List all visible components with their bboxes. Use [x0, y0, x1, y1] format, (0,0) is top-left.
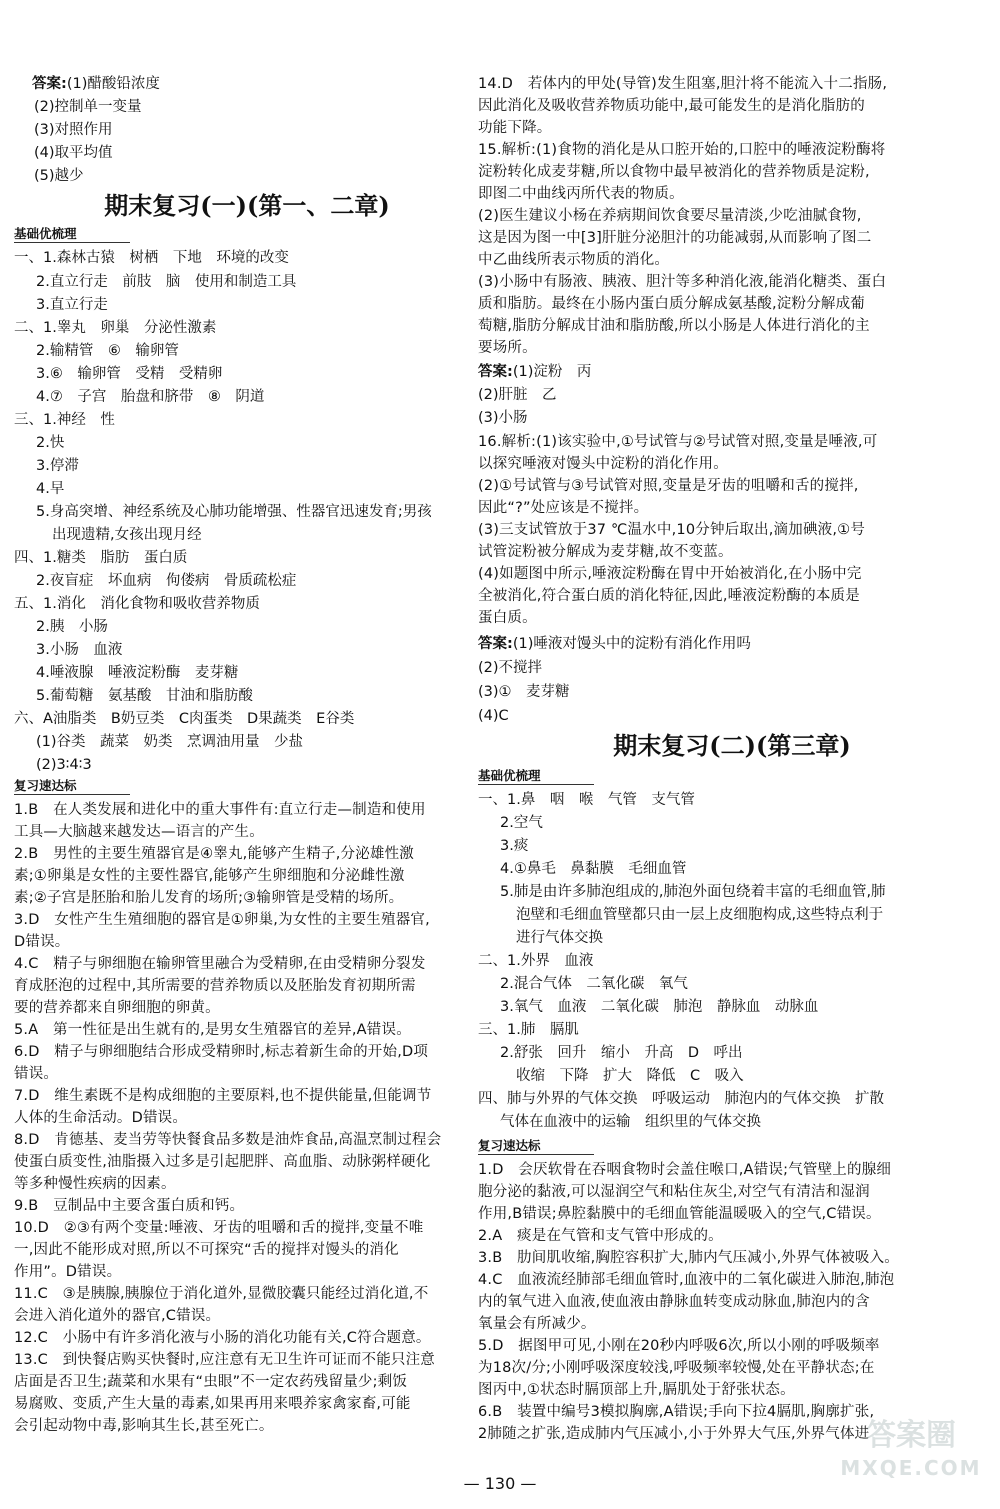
answer-item: 全被消化,符合蛋白质的消化特征,因此,唾液淀粉酶的本质是 [478, 588, 860, 604]
answer-item: 这是因为图一中[3]肝脏分泌胆汁的功能减弱,从而影响了图二 [478, 230, 872, 246]
text-line: 2.输精管 ⑥ 输卵管 [36, 343, 179, 359]
answer-line: (4)取平均值 [34, 145, 113, 161]
answer-item: 10.D ②③有两个变量:唾液、牙齿的咀嚼和舌的搅拌,变量不唯 [14, 1220, 424, 1236]
answer-line: (2)控制单一变量 [34, 99, 142, 115]
text-line: 2.舒张 回升 缩小 升高 D 呼出 [500, 1045, 743, 1061]
text-line: 3.痰 [500, 838, 529, 854]
answer-item: 1.B 在人类发展和进化中的重大事件有:直立行走—制造和使用 [14, 802, 426, 818]
answer-item: 氧量会有所减少。 [478, 1316, 596, 1332]
answer-item: 作用,B错误;鼻腔黏膜中的毛细血管能温暖吸入的空气,C错误。 [478, 1206, 881, 1222]
answer-item: 因此“?”处应该是不搅拌。 [478, 500, 649, 516]
text-line: (2)3∶4∶3 [36, 757, 92, 773]
watermark-logo [836, 1416, 986, 1502]
answer-line: (3)小肠 [478, 410, 528, 426]
answer-item: 一,因此不能形成对照,所以不可探究“舌的搅拌对馒头的消化 [14, 1242, 399, 1258]
text-line: 四、肺与外界的气体交换 呼吸运动 肺泡内的气体交换 扩散 [478, 1091, 884, 1107]
answer-label: 答案: [32, 76, 67, 92]
answer-item: 易腐败、变质,产生大量的毒素,如果再用来喂养家禽家畜,可能 [14, 1396, 411, 1412]
answer-text: (1)唾液对馒头中的淀粉有消化作用吗 [512, 636, 751, 652]
text-line: 3.直立行走 [36, 297, 108, 313]
answer-item: 5.A 第一性征是出生就有的,是男女生殖器官的差异,A错误。 [14, 1022, 411, 1038]
text-line: 三、1.肺 膈肌 [478, 1022, 579, 1038]
answer-item: 内的氧气进入血液,使血液由静脉血转变成动脉血,肺泡内的含 [478, 1294, 870, 1310]
answer-item: 因此消化及吸收营养物质功能中,最可能发生的是消化脂肪的 [478, 98, 866, 114]
answer-item: 12.C 小肠中有许多消化液与小肠的消化功能有关,C符合题意。 [14, 1330, 431, 1346]
answer-item: 3.D 女性产生生殖细胞的器官是①卵巢,为女性的主要生殖器官, [14, 912, 430, 928]
answer-item: 会引起动物中毒,影响其生长,甚至死亡。 [14, 1418, 274, 1434]
answer-line [478, 362, 986, 382]
answer-item: 1.D 会厌软骨在吞咽食物时会盖住喉口,A错误;气管壁上的腺细 [478, 1162, 892, 1178]
answer-item: 为18次/分;小刚呼吸深度较浅,呼吸频率较慢,处在平静状态;在 [478, 1360, 875, 1376]
answer-item: 图丙中,①状态时膈顶部上升,膈肌处于舒张状态。 [478, 1382, 795, 1398]
text-line: 五、1.消化 消化食物和吸收营养物质 [14, 596, 260, 612]
answer-item: 5.D 据图甲可见,小刚在20秒内呼吸6次,所以小刚的呼吸频率 [478, 1338, 880, 1354]
answer-item: 等多种慢性疾病的因素。 [14, 1176, 176, 1192]
section-title: 期末复习(二)(第三章) [613, 731, 851, 760]
text-line: 4.唾液腺 唾液淀粉酶 麦芽糖 [36, 665, 239, 681]
answer-item: 6.B 装置中编号3模拟胸廓,A错误;手向下拉4膈肌,胸廓扩张, [478, 1404, 875, 1420]
answer-item: 8.D 肯德基、麦当劳等快餐食品多数是油炸食品,高温烹制过程会 [14, 1132, 442, 1148]
subsection-heading: 基础优梳理 [14, 226, 130, 243]
subsection-heading: 复习速达标 [478, 1138, 594, 1155]
answer-item: 4.C 精子与卵细胞在输卵管里融合为受精卵,在由受精卵分裂发 [14, 956, 426, 972]
answer-item: 作用”。D错误。 [14, 1264, 122, 1280]
answer-item: D错误。 [14, 934, 70, 950]
text-line: 气体在血液中的运输 组织里的气体交换 [500, 1114, 761, 1130]
text-line: 3.氧气 血液 二氧化碳 肺泡 静脉血 动脉血 [500, 999, 819, 1015]
answer-item: 素;②子宫是胚胎和胎儿发育的场所;③输卵管是受精的场所。 [14, 890, 404, 906]
answer-item: 4.C 血液流经肺部毛细血管时,血液中的二氧化碳进入肺泡,肺泡 [478, 1272, 895, 1288]
subsection-heading: 复习速达标 [14, 778, 130, 795]
text-line: 二、1.睾丸 卵巢 分泌性激素 [14, 320, 217, 336]
answer-item: 会进入消化道外的器官,C错误。 [14, 1308, 221, 1324]
answer-text: (1)淀粉 丙 [512, 364, 592, 380]
answer-item: 质和脂肪。最终在小肠内蛋白质分解成氨基酸,淀粉分解成葡 [478, 296, 866, 312]
text-line: 2.空气 [500, 815, 543, 831]
answer-item: 素;①卵巢是女性的主要性器官,能够产生卵细胞和分泌雌性激 [14, 868, 405, 884]
text-line: 3.⑥ 输卵管 受精 受精卵 [36, 366, 223, 382]
answer-item: 9.B 豆制品中主要含蛋白质和钙。 [14, 1198, 245, 1214]
answer-label: 答案: [478, 636, 513, 652]
answer-line: (2)肝脏 乙 [478, 387, 557, 403]
answer-line: (4)C [478, 708, 509, 724]
answer-item: 错误。 [14, 1066, 59, 1082]
answer-item: 14.D 若体内的甲处(导管)发生阻塞,胆汁将不能流入十二指肠, [478, 76, 888, 92]
section-title: 期末复习(一)(第一、二章) [104, 191, 390, 220]
answer-line [478, 634, 986, 654]
answer-line [32, 74, 480, 94]
text-line: 2.夜盲症 坏血病 佝偻病 骨质疏松症 [36, 573, 297, 589]
text-line: 二、1.外界 血液 [478, 953, 594, 969]
text-line: 2.快 [36, 435, 65, 451]
text-line: 收缩 下降 扩大 降低 C 吸入 [516, 1068, 744, 1084]
answer-line: (5)越少 [34, 168, 84, 184]
answer-label: 答案: [478, 364, 513, 380]
answer-line: (2)不搅拌 [478, 660, 543, 676]
text-line: 泡壁和毛细血管壁都只由一层上皮细胞构成,这些特点利于 [516, 907, 884, 923]
answer-item: 蛋白质。 [478, 610, 537, 626]
answer-item: 店面是否卫生;蔬菜和水果有“虫眼”不一定农药残留量少;剩饭 [14, 1374, 408, 1390]
text-line: 出现遗精,女孩出现月经 [52, 527, 202, 543]
answer-item: 2.A 痰是在气管和支气管中形成的。 [478, 1228, 723, 1244]
answer-item: 使蛋白质变性,油脂摄入过多是引起肥胖、高血脂、动脉粥样硬化 [14, 1154, 431, 1170]
text-line: 2.直立行走 前肢 脑 使用和制造工具 [36, 274, 297, 290]
answer-item: (3)小肠中有肠液、胰液、胆汁等多种消化液,能消化糖类、蛋白 [478, 274, 887, 290]
answer-item: 育成胚泡的过程中,其所需要的营养物质以及胚胎发育初期所需 [14, 978, 416, 994]
answer-item: 3.B 肋间肌收缩,胸腔容积扩大,肺内气压减小,外界气体被吸入。 [478, 1250, 900, 1266]
answer-item: 中乙曲线所表示物质的消化。 [478, 252, 670, 268]
answer-item: 功能下降。 [478, 120, 552, 136]
answer-item: 要场所。 [478, 340, 537, 356]
answer-item: 6.D 精子与卵细胞结合形成受精卵时,标志着新生命的开始,D项 [14, 1044, 429, 1060]
text-line: 3.小肠 血液 [36, 642, 123, 658]
answer-item: 13.C 到快餐店购买快餐时,应注意有无卫生许可证而不能只注意 [14, 1352, 435, 1368]
answer-text: (1)醋酸铅浓度 [66, 76, 160, 92]
text-line: 4.⑦ 子宫 胎盘和脐带 ⑧ 阴道 [36, 389, 265, 405]
text-line: 四、1.糖类 脂肪 蛋白质 [14, 550, 188, 566]
answer-item: 以探究唾液对馒头中淀粉的消化作用。 [478, 456, 728, 472]
answer-item: 淀粉转化成麦芽糖,所以食物中最早被消化的营养物质是淀粉, [478, 164, 870, 180]
answer-item: 即图二中曲线丙所代表的物质。 [478, 186, 684, 202]
text-line: 一、1.森林古猿 树栖 下地 环境的改变 [14, 250, 289, 266]
text-line: 2.混合气体 二氧化碳 氧气 [500, 976, 688, 992]
answer-item: 要的营养都来自卵细胞的卵黄。 [14, 1000, 220, 1016]
answer-item: 15.解析:(1)食物的消化是从口腔开始的,口腔中的唾液淀粉酶将 [478, 142, 886, 158]
answer-item: 工具—大脑越来越发达—语言的产生。 [14, 824, 264, 840]
answer-item: 试管淀粉被分解成为麦芽糖,故不变蓝。 [478, 544, 733, 560]
answer-item: 2.B 男性的主要生殖器官是④睾丸,能够产生精子,分泌雄性激 [14, 846, 414, 862]
answer-item: (2)①号试管与③号试管对照,变量是牙齿的咀嚼和舌的搅拌, [478, 478, 859, 494]
subsection-heading: 基础优梳理 [478, 768, 594, 785]
answer-item: (3)三支试管放于37 ℃温水中,10分钟后取出,滴加碘液,①号 [478, 522, 866, 538]
answer-item: (4)如题图中所示,唾液淀粉酶在胃中开始被消化,在小肠中完 [478, 566, 862, 582]
text-line: 进行气体交换 [516, 930, 603, 946]
watermark-text: 答案圈 [866, 1418, 956, 1453]
text-line: 2.胰 小肠 [36, 619, 108, 635]
text-line: 六、A油脂类 B奶豆类 C肉蛋类 D果蔬类 E谷类 [14, 711, 355, 727]
answer-line: (3)对照作用 [34, 122, 113, 138]
text-line: 三、1.神经 性 [14, 412, 115, 428]
answer-item: 2肺随之扩张,造成肺内气压减小,小于外界大气压,外界气体进 [478, 1426, 870, 1442]
answer-item: 人体的生命活动。D错误。 [14, 1110, 188, 1126]
text-line: 4.①鼻毛 鼻黏膜 毛细血管 [500, 861, 687, 877]
text-line: 一、1.鼻 咽 喉 气管 支气管 [478, 792, 695, 808]
text-line: 5.身高突增、神经系统及心肺功能增强、性器官迅速发育;男孩 [36, 504, 432, 520]
answer-item: 胞分泌的黏液,可以湿润空气和粘住灰尘,对空气有清洁和湿润 [478, 1184, 870, 1200]
watermark-url: MXQE.COM [840, 1456, 982, 1480]
answer-item: (2)医生建议小杨在养病期间饮食要尽量清淡,少吃油腻食物, [478, 208, 862, 224]
answer-item: 萄糖,脂肪分解成甘油和脂肪酸,所以小肠是人体进行消化的主 [478, 318, 870, 334]
text-line: (1)谷类 蔬菜 奶类 烹调油用量 少盐 [36, 734, 304, 750]
text-line: 5.肺是由许多肺泡组成的,肺泡外面包绕着丰富的毛细血管,肺 [500, 884, 886, 900]
page-number: — 130 — [463, 1474, 537, 1493]
answer-item: 11.C ③是胰腺,胰腺位于消化道外,显微胶囊只能经过消化道,不 [14, 1286, 429, 1302]
text-line: 4.早 [36, 481, 65, 497]
text-line: 3.停滞 [36, 458, 79, 474]
answer-item: 16.解析:(1)该实验中,①号试管与②号试管对照,变量是唾液,可 [478, 434, 878, 450]
text-line: 5.葡萄糖 氨基酸 甘油和脂肪酸 [36, 688, 253, 704]
answer-item: 7.D 维生素既不是构成细胞的主要原料,也不提供能量,但能调节 [14, 1088, 432, 1104]
answer-line: (3)① 麦芽糖 [478, 684, 570, 700]
